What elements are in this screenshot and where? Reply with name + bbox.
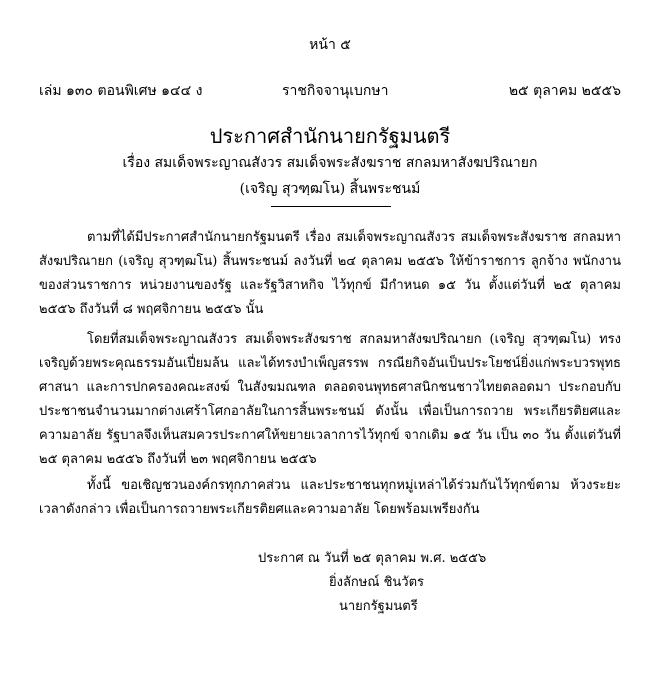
page-number: หน้า ๕ [309, 37, 351, 53]
announcement-subject [0, 150, 660, 202]
body-paragraph-2: โดยที่สมเด็จพระญาณสังวร สมเด็จพระสังฆราช สกลมหาสังฆปริณายก (เจริญ สุวฑฺฒโน) ทรงเจริญด้วยพระคุณธรรมอันเปี่ยมล้น และได้ทรงบำเพ็ญสรรพ กรณียกิจอันเป็นประโยชน์ยิ่งแก่พระบวรพุทธศาสนา และการปกครองคณะสงฆ์ ในสังฆมณฑล ตลอดจนพุทธศาสนิกชนชาวไทยตลอดมา ประกอบกับประชาชนจำนวนมากต่างเศร้าโศกอาลัยในการสิ้นพระชนม์ ดังนั้น เพื่อเป็นการถวาย พระเกียรติยศและความอาลัย รัฐบาลจึงเห็นสมควรประกาศให้ขยายเวลาการไว้ทุกข์ จากเดิม ๑๕ วัน เป็น ๓๐ วัน ตั้งแต่วันที่ ๒๕ ตุลาคม ๒๕๕๖ ถึงวันที่ ๒๓ พฤศจิกายน ๒๕๕๖ [39, 332, 621, 467]
announcement-body [39, 226, 621, 528]
signer-name: ยิ่งลักษณ์ ชินวัตร [329, 575, 424, 590]
subject-line-1: เรื่อง สมเด็จพระญาณสังวร สมเด็จพระสังฆราช สกลมหาสังฆปริณายก [122, 155, 538, 171]
announcement-title: ประกาศสำนักนายกรัฐมนตรี [209, 124, 451, 148]
announcement-date: ประกาศ ณ วันที่ ๒๕ ตุลาคม พ.ศ. ๒๕๕๖ [258, 551, 487, 566]
signer-title: นายกรัฐมนตรี [339, 599, 418, 614]
volume-issue: เล่ม ๑๓๐ ตอนพิเศษ ๑๔๔ ง [39, 83, 203, 99]
subject-line-2: (เจริญ สุวฑฺฒโน) สิ้นพระชนม์ [239, 181, 421, 197]
body-paragraph-1: ตามที่ได้มีประกาศสำนักนายกรัฐมนตรี เรื่อง สมเด็จพระญาณสังวร สมเด็จพระสังฆราช สกลมหาสังฆปริณายก (เจริญ สุวฑฺฒโน) สิ้นพระชนม์ ลงวันที่ ๒๔ ตุลาคม ๒๕๕๖ ให้ข้าราชการ ลูกจ้าง พนักงานของส่วนราชการ หน่วยงานของรัฐ และรัฐวิสาหกิจ ไว้ทุกข์ มีกำหนด ๑๕ วัน ตั้งแต่วันที่ ๒๕ ตุลาคม ๒๕๕๖ ถึงวันที่ ๘ พฤศจิกายน ๒๕๕๖ นั้น [39, 230, 621, 317]
gazette-header [39, 80, 621, 100]
publication-date: ๒๕ ตุลาคม ๒๕๕๖ [508, 83, 621, 99]
publication-name: ราชกิจจานุเบกษา [282, 83, 389, 99]
title-divider [271, 206, 391, 207]
body-paragraph-3: ทั้งนี้ ขอเชิญชวนองค์กรทุกภาคส่วน และประชาชนทุกหมู่เหล่าได้ร่วมกันไว้ทุกข์ตาม ห้วงระยะเวลาดังกล่าว เพื่อเป็นการถวายพระเกียรติยศและความอาลัย โดยพร้อมเพรียงกัน [39, 478, 621, 517]
